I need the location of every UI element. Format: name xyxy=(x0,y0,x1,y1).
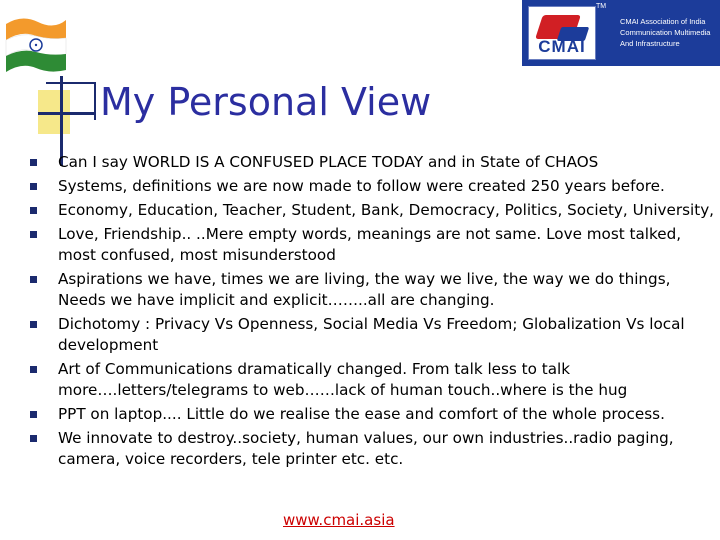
square-bullet-icon xyxy=(30,183,37,190)
square-bullet-icon xyxy=(30,321,37,328)
logo-line-2: Communication Multimedia xyxy=(620,28,711,37)
square-bullet-icon xyxy=(30,276,37,283)
cmai-website-link[interactable]: www.cmai.asia xyxy=(283,511,395,529)
square-bullet-icon xyxy=(30,159,37,166)
logo-trademark: TM xyxy=(596,3,607,10)
bullet-item xyxy=(30,176,718,197)
bullet-list xyxy=(30,152,718,473)
bullet-item xyxy=(30,314,718,356)
logo-text xyxy=(620,16,716,49)
bullet-text: Systems, definitions we are now made to follow were created 250 years before. xyxy=(58,177,665,195)
bullet-item xyxy=(30,269,718,311)
bullet-text: Can I say WORLD IS A CONFUSED PLACE TODAY and in State of CHAOS xyxy=(58,153,599,171)
logo-line-1: CMAI Association of India xyxy=(620,17,706,26)
bullet-text: Dichotomy : Privacy Vs Openness, Social Media Vs Freedom; Globalization Vs local development xyxy=(58,315,685,354)
title-decoration-horizontal-line xyxy=(38,112,94,115)
bullet-text: We innovate to destroy..society, human values, our own industries..radio paging, camera, voice recorders, tele printer etc. etc. xyxy=(58,429,674,468)
bullet-item xyxy=(30,404,718,425)
square-bullet-icon xyxy=(30,231,37,238)
bullet-text: Love, Friendship.. ..Mere empty words, meanings are not same. Love most talked, most confused, most misunderstood xyxy=(58,225,682,264)
bullet-item xyxy=(30,359,718,401)
slide-title: My Personal View xyxy=(100,80,432,124)
cmai-logo xyxy=(522,0,720,66)
bullet-text: Economy, Education, Teacher, Student, Bank, Democracy, Politics, Society, University, xyxy=(58,201,715,219)
bullet-item xyxy=(30,428,718,470)
square-bullet-icon xyxy=(30,207,37,214)
bullet-text: Aspirations we have, times we are living, the way we live, the way we do things, Needs we have implicit and explicit……..all are changing. xyxy=(58,270,671,309)
logo-acronym: CMAI xyxy=(538,37,586,56)
bullet-item xyxy=(30,152,718,173)
bullet-text: PPT on laptop.... Little do we realise the ease and comfort of the whole process. xyxy=(58,405,665,423)
bullet-item xyxy=(30,224,718,266)
square-bullet-icon xyxy=(30,435,37,442)
logo-line-3: And Infrastructure xyxy=(620,39,680,48)
india-flag-icon xyxy=(2,10,68,76)
bullet-text: Art of Communications dramatically changed. From talk less to talk more….letters/telegrams to web……lack of human touch..where is the hug xyxy=(58,360,628,399)
square-bullet-icon xyxy=(30,366,37,373)
bullet-item xyxy=(30,200,718,221)
cmai-logo-mark xyxy=(528,6,596,60)
square-bullet-icon xyxy=(30,411,37,418)
